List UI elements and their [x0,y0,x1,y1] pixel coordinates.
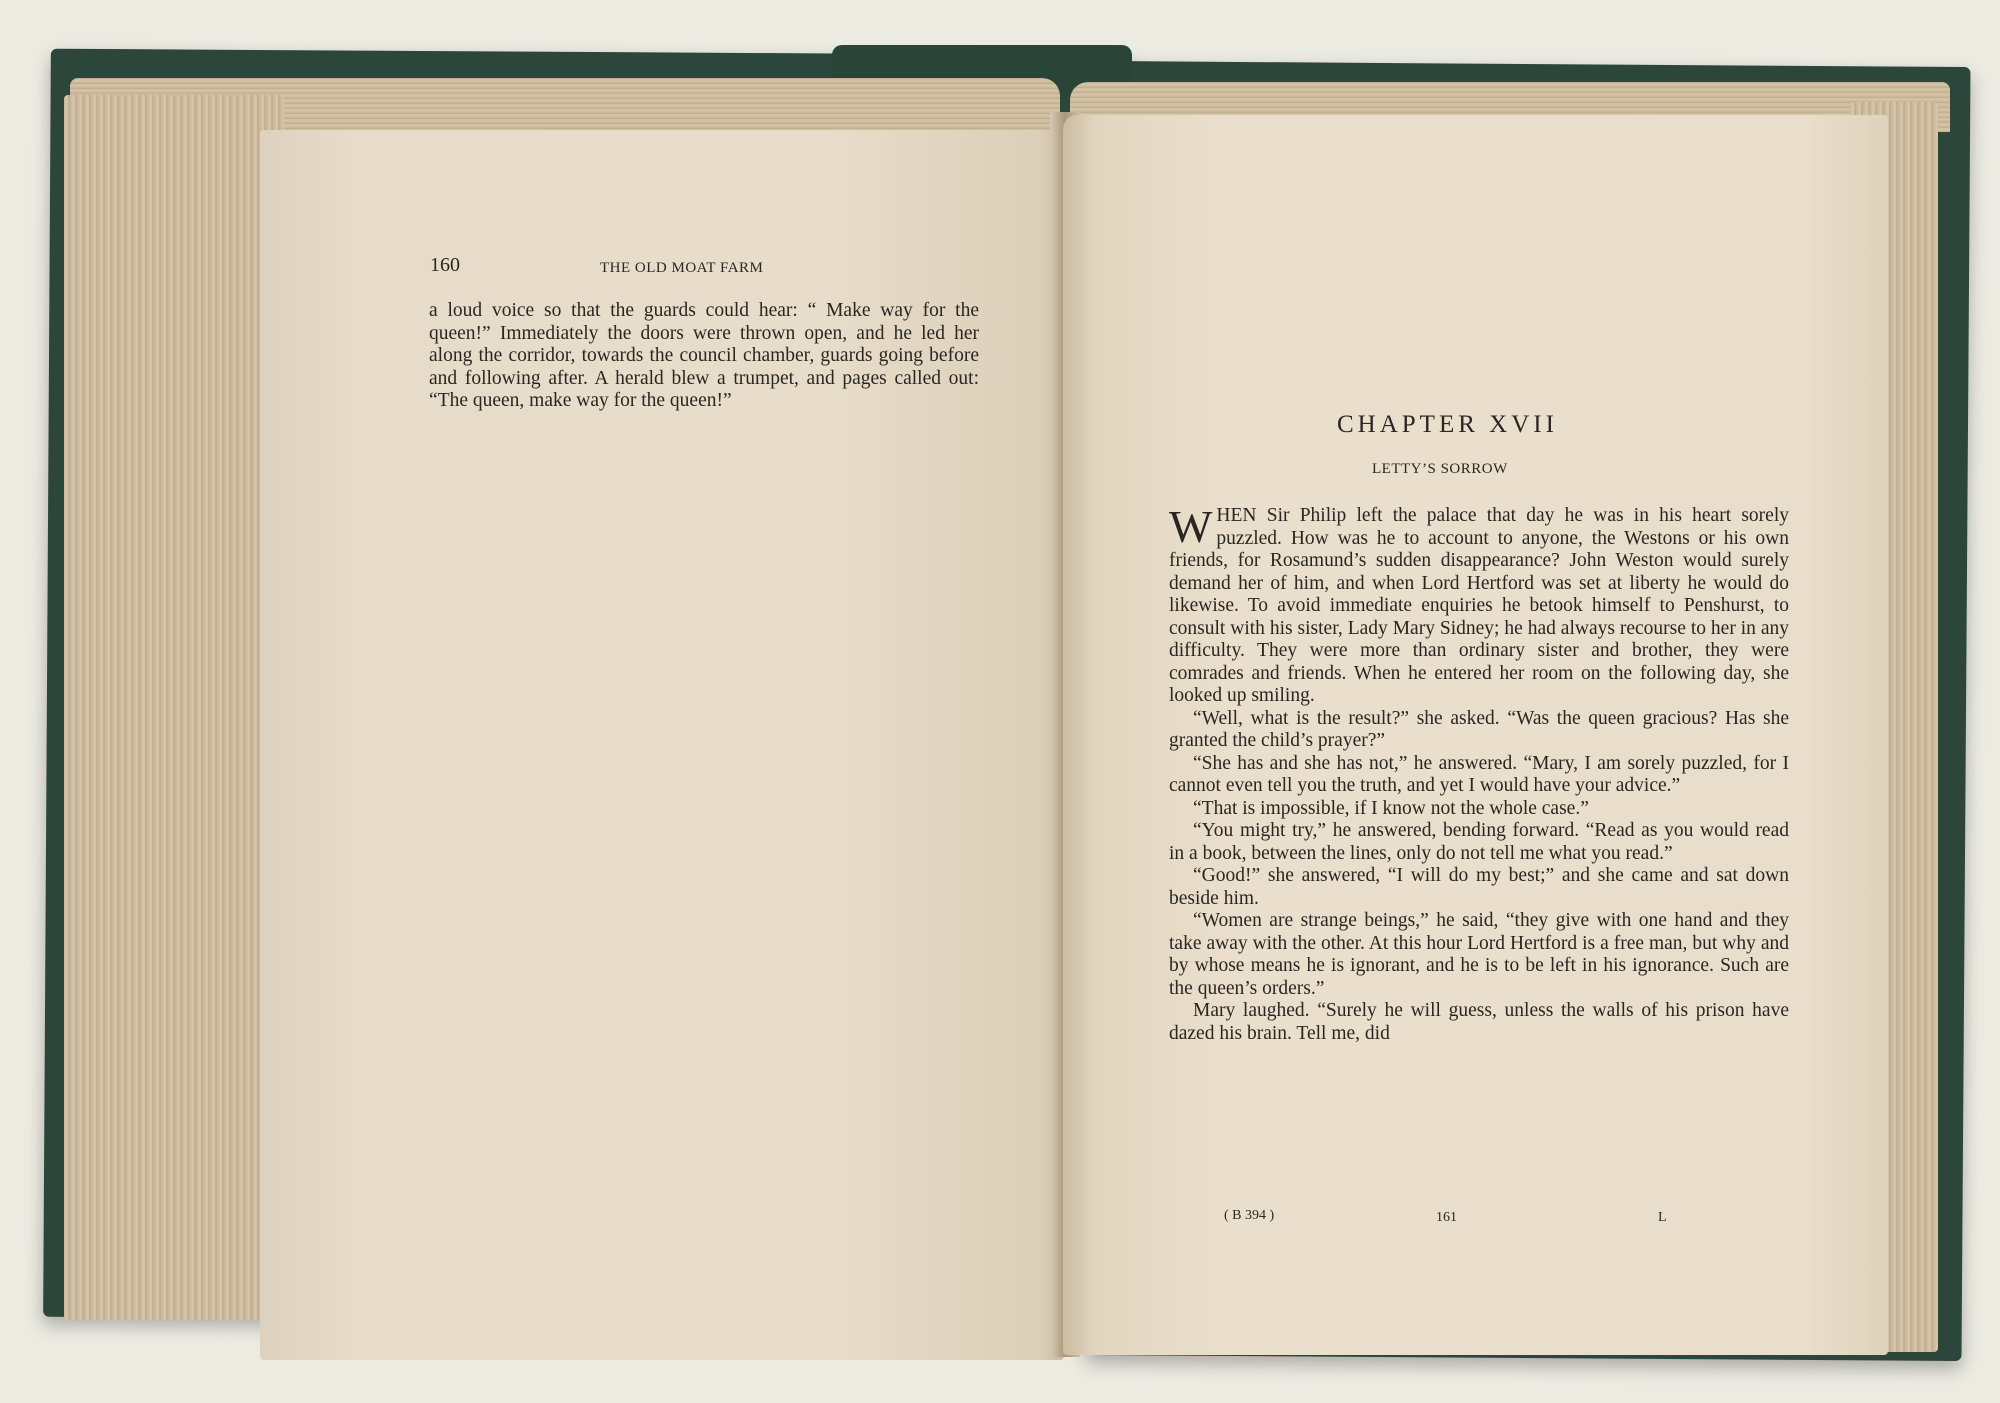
paragraph: a loud voice so that the guards could hear: “ Make way for the queen!” Immediately the doors were thrown open, and he led her along the corridor, towards the council chamber, guards going before and following after. A herald blew a trumpet, and pages called out: “The queen, make way for the queen!” [429,300,979,411]
right-page-text [1169,501,1789,1045]
drop-cap: W [1169,501,1213,552]
page-edges-left [64,95,284,1320]
chapter-subtitle: LETTY’S SORROW [1372,461,1508,477]
running-head: THE OLD MOAT FARM [600,260,764,276]
left-page [260,130,1064,1360]
paragraph: “Good!” she answered, “I will do my best;” and she came and sat down beside him. [1169,865,1789,909]
paragraph: “You might try,” he answered, bending forward. “Read as you would read in a book, between the lines, only do not tell me what you read.” [1169,820,1789,864]
signature-mark: ( B 394 ) [1224,1208,1275,1223]
paragraph: “Women are strange beings,” he said, “they give with one hand and they take away with the other. At this hour Lord Hertford is a free man, but why and by whose means he is ignorant, and he is to be left in his ignorance. Such are the queen’s orders.” [1169,910,1789,999]
left-page-text [429,300,979,413]
paragraph: “That is impossible, if I know not the whole case.” [1193,797,1589,819]
first-paragraph [1169,501,1789,708]
first-paragraph-text: HEN Sir Philip left the palace that day he was in his heart sorely puzzled. How was he to account to anyone, the Westons or his own friends, for Rosamund’s sudden disappearance? John Weston would surely demand her of him, and when Lord Hertford was set at liberty he would do likewise. To avoid immediate enquiries he betook himself to Penshurst, to consult with his sister, Lady Mary Sidney; he had always recourse to her in any difficulty. They were more than ordinary sister and brother, they were comrades and friends. When he entered her room on the following day, she looked up smiling. [1169,505,1789,706]
paragraph: “She has and she has not,” he answered. “Mary, I am sorely puzzled, for I cannot even tell you the truth, and yet I would have your advice.” [1169,752,1789,796]
right-page [1063,115,1888,1355]
paragraph: Mary laughed. “Surely he will guess, unless the walls of his prison have dazed his brain. Tell me, did [1169,1000,1789,1044]
right-page-number: 161 [1436,1210,1457,1225]
paragraph: “Well, what is the result?” she asked. “Was the queen gracious? Has she granted the child’s prayer?” [1169,707,1789,751]
chapter-title: CHAPTER XVII [1337,411,1558,438]
left-page-number: 160 [430,254,460,276]
gathering-letter: L [1658,1210,1667,1225]
